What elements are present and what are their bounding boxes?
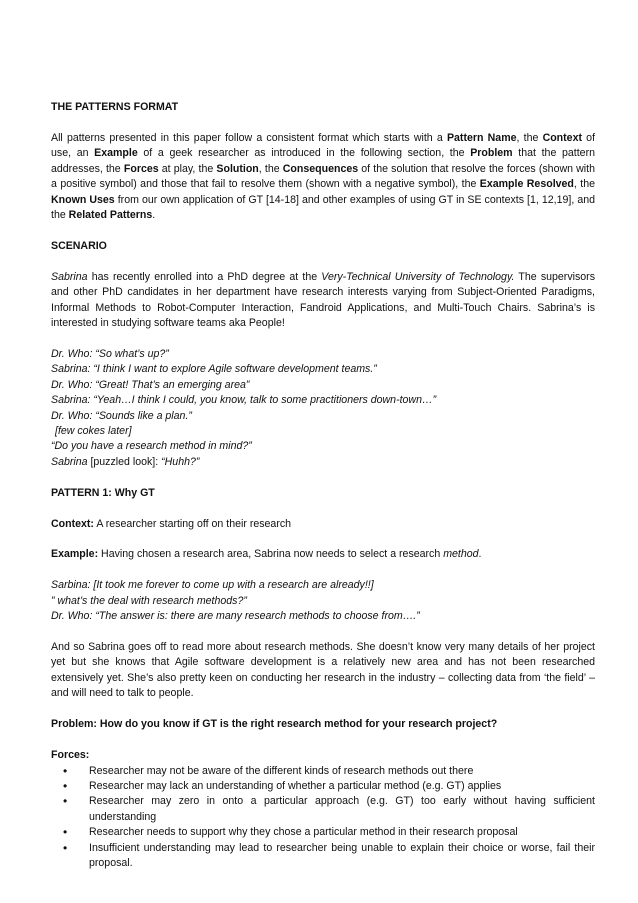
scenario-paragraph [51, 270, 595, 332]
document-page [51, 100, 595, 871]
narrative-paragraph: And so Sabrina goes off to read more about research methods. She doesn’t know very many details of her project yet but she knows that Agile software development is a relatively new area and has not been researched extensively yet. She’s also pretty keen on conducting her research in the industry – collecting data from ‘the field’ – and will need to talk to people. [51, 641, 595, 700]
line-text: : “The answer is: there are many research methods to choose from….” [89, 610, 420, 623]
term-context: Context [542, 131, 582, 144]
problem-statement: Problem: How do you know if GT is the right research method for your research project? [51, 718, 498, 731]
dialogue-line: Dr. Who: “Sounds like a plan.” [51, 409, 192, 422]
term-solution: Solution [216, 162, 259, 175]
dialogue-line: Sabrina: “Yeah…I think I could, you know, talk to some practitioners down-town…” [51, 394, 437, 407]
text-run: . [478, 548, 482, 561]
text-run: The supervisors and other PhD candidates in her department have research interests varying from Subject-Oriented Paradigms, Informal Methods to Robot-Computer Interaction, Fandroid Applications, and Multi-Touch Chairs. Sabrina’s is interested in studying software teams aka People! [51, 270, 595, 329]
line-text: : “So what’s up?” [89, 347, 169, 360]
text-run: Having chosen a research area, Sabrina now needs to select a research [98, 548, 444, 561]
list-item: • Researcher may not be aware of the different kinds of research methods out there [51, 764, 595, 779]
example-paragraph [51, 547, 595, 562]
text-run: of the solution that resolve the forces (shown with a positive symbol) and those that fail to resolve them (shown with a negative symbol), the [51, 162, 595, 191]
dialogue-line: ” what’s the deal with research methods?” [51, 594, 247, 607]
line-text: : “I think I want to explore Agile software development teams.” [87, 363, 377, 376]
dialogue-line: Sarbina: [It took me forever to come up with a research are already!!] [51, 579, 374, 592]
forces-list [51, 764, 595, 872]
pattern1-heading: PATTERN 1: Why GT [51, 486, 155, 499]
scenario-dialogue [51, 347, 595, 470]
speaker: Dr. Who [51, 347, 90, 360]
speaker: Sabrina [51, 455, 88, 468]
text-run: A researcher starting off on their research [93, 517, 292, 530]
term-example: Example [94, 147, 138, 160]
text-run: at play, the [158, 162, 217, 175]
scenario-heading: SCENARIO [51, 239, 107, 252]
example-dialogue [51, 578, 595, 624]
dialogue-line [51, 347, 595, 362]
text-run: , the [573, 178, 595, 191]
dialogue-line: “Do you have a research method in mind?” [51, 440, 252, 453]
text-run: All patterns presented in this paper follow a consistent format which starts with a [51, 131, 447, 144]
term-pattern-name: Pattern Name [446, 131, 517, 144]
dialogue-line [51, 455, 595, 470]
context-paragraph [51, 517, 595, 532]
action-text: [puzzled look]: [87, 455, 162, 468]
example-label: Example: [51, 548, 99, 561]
text-run: . [152, 208, 156, 221]
dialogue-line [51, 362, 595, 377]
line-text: “Huhh?” [161, 455, 200, 468]
term-consequences: Consequences [282, 162, 359, 175]
text-run: of use, an [51, 131, 596, 160]
dialogue-line: [few cokes later] [55, 424, 132, 437]
text-run: from our own application of GT [14-18] and other examples of using GT in SE contexts [1, 12,19], and the [51, 193, 595, 221]
list-item: • Insufficient understanding may lead to researcher being unable to explain their choice or worse, fail their proposal. [51, 841, 595, 872]
context-label: Context: [51, 517, 94, 530]
term-related-patterns: Related Patterns [68, 208, 153, 221]
term-known-uses: Known Uses [51, 193, 115, 206]
dialogue-line: Dr. Who: “Great! That’s an emerging area” [51, 378, 250, 391]
list-item: • Researcher may lack an understanding of whether a particular method (e.g. GT) applies [51, 779, 595, 794]
forces-label: Forces: [51, 749, 90, 762]
speaker: Dr. Who [51, 610, 90, 623]
dialogue-line [51, 609, 595, 624]
text-run: , the [516, 131, 543, 144]
character-name: Sabrina [51, 270, 88, 283]
term-forces: Forces [123, 162, 159, 175]
term-problem: Problem [470, 147, 513, 160]
emphasis: method [443, 548, 479, 561]
speaker: Sabrina [51, 363, 88, 376]
term-example-resolved: Example Resolved [479, 178, 574, 191]
list-item: • Researcher needs to support why they chose a particular method in their research proposal [51, 825, 595, 840]
list-item: • Researcher may zero in onto a particular approach (e.g. GT) too early without having sufficient understanding [51, 794, 595, 825]
format-heading: THE PATTERNS FORMAT [51, 101, 179, 113]
text-run: , the [258, 162, 283, 175]
format-paragraph [51, 131, 595, 223]
university-name: Very-Technical University of Technology. [321, 270, 515, 283]
text-run: of a geek researcher as introduced in the following section, the [137, 147, 471, 160]
text-run: that the pattern addresses, the [51, 147, 595, 175]
text-run: has recently enrolled into a PhD degree at the [87, 270, 322, 283]
